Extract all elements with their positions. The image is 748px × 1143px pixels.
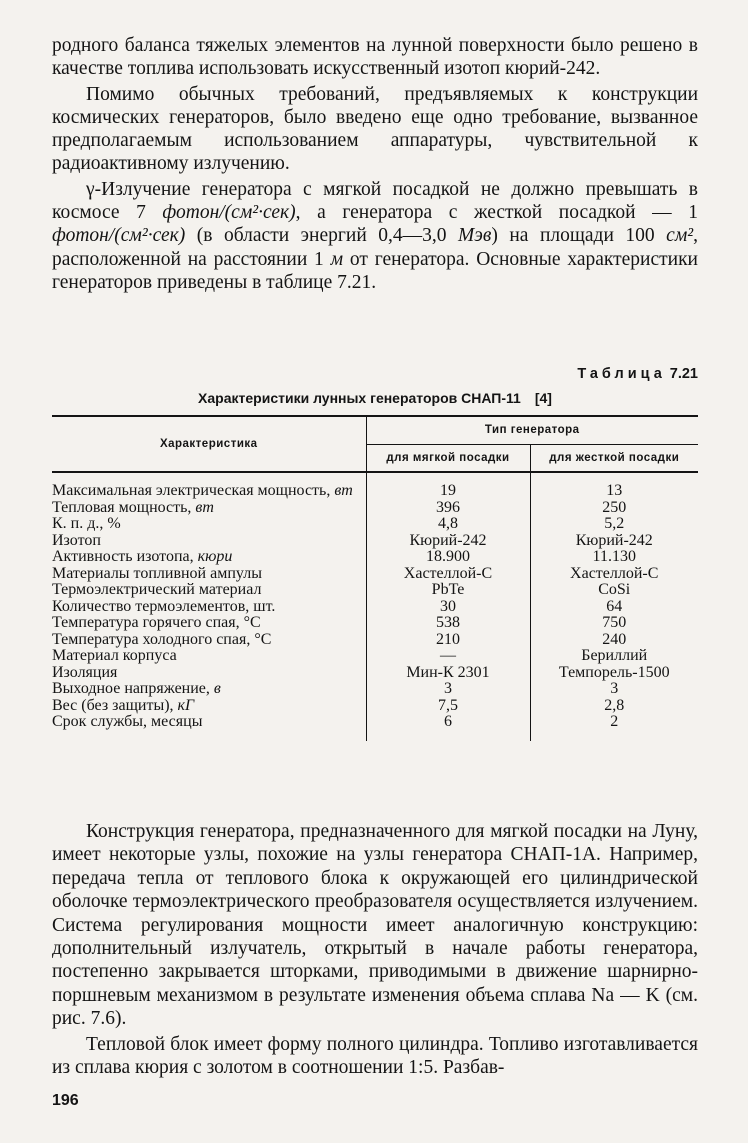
characteristic-name: Срок службы, месяцы [52, 713, 203, 730]
value-soft-landing: 210 [366, 632, 530, 649]
value-hard-landing: 13 [530, 472, 698, 500]
characteristic-name: Материал корпуса [52, 647, 177, 664]
characteristic-name: Количество термоэлементов, шт. [52, 597, 276, 615]
gamma-text-1: γ-Излучение генератора с мягкой посадкой не должно превышать в космосе 7 [52, 178, 698, 224]
row-characteristic [52, 714, 366, 741]
text-after-table [52, 820, 698, 1079]
value-soft-landing: 4,8 [366, 516, 530, 533]
value-hard-landing: 240 [530, 632, 698, 649]
characteristic-unit: вт [195, 498, 214, 516]
gamma-text-6: от генератора. Основные характеристики генераторов приведены в таблице 7.21. [52, 248, 698, 293]
table-title [52, 390, 698, 406]
table-reference: [4] [534, 390, 552, 406]
paragraph-requirements: Помимо обычных требований, предъявляемых к конструкции космических генераторов, было введено еще одно требование, вызванное предполагаемым использованием аппаратуры, чувствительной к радиоактивному излучению. [52, 83, 698, 175]
table-row [52, 648, 698, 665]
unit-photon-flux: фотон/(см²·сек) [162, 202, 296, 224]
unit-meter: м [330, 248, 344, 270]
paragraph-heat-block: Тепловой блок имеет форму полного цилиндра. Топливо изготавливается из сплава кюрия с золотом в соотношении 1:5. Разбав- [52, 1033, 698, 1079]
paragraph-construction: Конструкция генератора, предназначенного для мягкой посадки на Луну, имеет некоторые узлы, похожие на узлы генератора СНАП-1А. Например, передача тепла от теплового блока к окружающей его цилиндрической оболочке термоэлектрического преобразователя осуществляется излучением. Система регулирования мощности имеет аналогичную конструкцию: дополнительный излучатель, открытый в начале работы генератора, постепенно закрывается шторками, приводимыми в движение шарнирно-поршневым механизмом в результате изменения объема сплава Na — K (см. рис. 7.6). [52, 821, 698, 1030]
row-characteristic [52, 681, 366, 698]
characteristic-name: Изотоп [52, 531, 101, 549]
value-soft-landing: 396 [366, 500, 530, 517]
unit-mev: Мэв [458, 225, 492, 247]
table-row [52, 632, 698, 649]
header-characteristic: Характеристика [52, 416, 366, 472]
gamma-text-5: , расположенной на расстоянии 1 [52, 225, 698, 270]
row-characteristic [52, 472, 366, 500]
table-row [52, 714, 698, 741]
table-row [52, 500, 698, 517]
row-characteristic [52, 516, 366, 533]
gamma-text-2: , а генератора с жесткой посадкой — 1 [295, 202, 698, 224]
page-number: 196 [52, 1092, 79, 1109]
row-characteristic [52, 648, 366, 665]
value-hard-landing: 750 [530, 615, 698, 632]
header-generator-type: Тип генератора [366, 416, 698, 445]
value-hard-landing: 5,2 [530, 516, 698, 533]
value-hard-landing: CoSi [530, 582, 698, 599]
table-row [52, 472, 698, 500]
row-characteristic [52, 698, 366, 715]
value-soft-landing: — [366, 648, 530, 665]
paragraph-continuation: родного баланса тяжелых элементов на лунной поверхности было решено в качестве топлива использовать искусственный изотоп кюрий-242. [52, 35, 698, 80]
value-soft-landing: 30 [366, 599, 530, 616]
row-characteristic [52, 599, 366, 616]
value-hard-landing: 250 [530, 500, 698, 517]
table-number: 7.21 [669, 366, 698, 382]
characteristic-name: К. п. д., % [52, 515, 121, 532]
value-hard-landing: 64 [530, 599, 698, 616]
gamma-text-4: ) на площади 100 [491, 225, 667, 247]
value-hard-landing: 2,8 [530, 698, 698, 715]
value-soft-landing: Хастеллой-С [366, 566, 530, 583]
value-soft-landing: 3 [366, 681, 530, 698]
unit-photon-flux: фотон/(см²·сек) [52, 225, 186, 247]
characteristic-name: Изоляция [52, 663, 118, 681]
value-hard-landing: Кюрий-242 [530, 533, 698, 550]
characteristic-unit: в [213, 680, 221, 697]
unit-area: см² [666, 225, 694, 247]
row-characteristic [52, 632, 366, 649]
row-characteristic [52, 566, 366, 583]
header-soft-landing: для мягкой посадки [366, 445, 530, 473]
row-characteristic [52, 549, 366, 566]
characteristic-name: Активность изотопа, [52, 548, 194, 565]
value-hard-landing: 11.130 [530, 549, 698, 566]
value-soft-landing: 538 [366, 615, 530, 632]
characteristic-unit: кГ [177, 696, 195, 714]
value-soft-landing: 7,5 [366, 698, 530, 715]
value-soft-landing: PbTe [366, 582, 530, 599]
value-hard-landing: 2 [530, 714, 698, 741]
table-row [52, 582, 698, 599]
gamma-text-3: (в области энергий 0,4—3,0 [185, 225, 459, 247]
book-page [52, 34, 698, 1109]
characteristic-name: Материалы топливной ампулы [52, 564, 262, 582]
table-row [52, 516, 698, 533]
header-hard-landing: для жесткой посадки [530, 445, 698, 473]
table-label-word: Таблица [577, 366, 666, 382]
value-soft-landing: Мин-К 2301 [366, 665, 530, 682]
table-row [52, 615, 698, 632]
value-soft-landing: 6 [366, 714, 530, 741]
characteristic-name: Тепловая мощность, [52, 498, 192, 516]
value-hard-landing: Хастеллой-С [530, 566, 698, 583]
characteristic-name: Температура холодного спая, °С [52, 630, 272, 648]
table-row [52, 549, 698, 566]
characteristic-name: Максимальная электрическая мощность, [52, 482, 331, 499]
value-hard-landing: Темпорель-1500 [530, 665, 698, 682]
table-body [52, 472, 698, 741]
characteristic-unit: вт [334, 482, 353, 499]
row-characteristic [52, 500, 366, 517]
table-row [52, 599, 698, 616]
table-row [52, 698, 698, 715]
characteristic-unit: кюри [197, 548, 233, 565]
row-characteristic [52, 533, 366, 550]
table-label [577, 366, 698, 382]
table-row [52, 681, 698, 698]
table-row [52, 665, 698, 682]
value-hard-landing: Бериллий [530, 648, 698, 665]
value-soft-landing: 18.900 [366, 549, 530, 566]
value-soft-landing: Кюрий-242 [366, 533, 530, 550]
characteristic-name: Выходное напряжение, [52, 680, 210, 697]
characteristics-table [52, 415, 698, 741]
paragraph-gamma-radiation [52, 178, 698, 294]
characteristic-name: Вес (без защиты), [52, 696, 174, 714]
value-soft-landing: 19 [366, 472, 530, 500]
value-hard-landing: 3 [530, 681, 698, 698]
row-characteristic [52, 582, 366, 599]
table-title-text: Характеристики лунных генераторов СНАП-11 [198, 390, 521, 406]
characteristic-name: Термоэлектрический материал [52, 581, 262, 598]
table-row [52, 566, 698, 583]
table-row [52, 533, 698, 550]
characteristic-name: Температура горячего спая, °С [52, 614, 261, 631]
row-characteristic [52, 665, 366, 682]
row-characteristic [52, 615, 366, 632]
